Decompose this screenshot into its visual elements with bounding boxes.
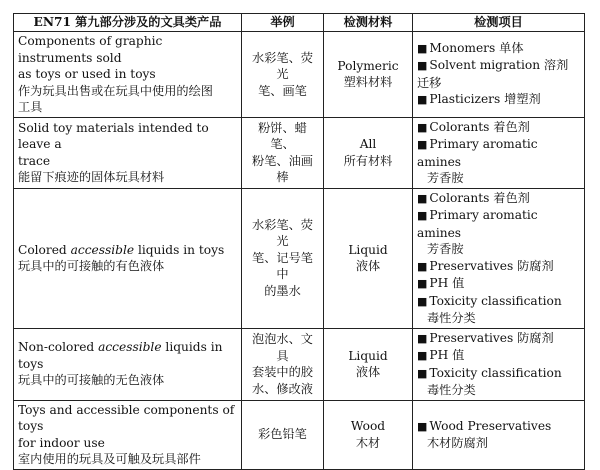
test-items-cell: [413, 32, 585, 118]
test-item-zh: 着色剂: [489, 190, 530, 205]
test-item-zh: 值: [448, 276, 465, 290]
bullet-square-icon: ■: [417, 294, 428, 308]
table-row: [14, 188, 585, 328]
test-item: [417, 40, 580, 58]
example-line: 水彩笔、荧光: [252, 50, 313, 81]
example-line: 套装中的胶: [252, 365, 313, 379]
example-cell: [242, 400, 324, 469]
product-line: Components of graphic instruments sold: [18, 34, 163, 65]
example-cell: [242, 188, 324, 328]
bullet-square-icon: ■: [417, 191, 428, 205]
test-item-zh: 木材防腐剂: [427, 436, 488, 450]
test-item-zh: 溶剂迁移: [417, 58, 569, 90]
test-item: [417, 136, 580, 170]
product-line: 工具: [18, 100, 43, 114]
bullet-square-icon: ■: [417, 366, 428, 380]
example-line: 笔、画笔: [258, 83, 307, 98]
test-item-zh: 芳香胺: [427, 242, 464, 256]
header-row: [14, 14, 585, 32]
product-line: for indoor use: [18, 435, 105, 450]
product-text: liquids in toys: [134, 242, 225, 257]
example-line: 水、修改液: [252, 381, 313, 396]
bullet-square-icon: ■: [417, 41, 428, 55]
product-cell: [14, 117, 242, 188]
example-line: 的墨水: [264, 283, 301, 298]
product-line: trace: [18, 153, 51, 168]
product-line: Solid toy materials intended to leave a: [18, 120, 209, 151]
test-item-zh: 单体: [495, 40, 524, 55]
product-cell: [14, 32, 242, 118]
example-cell: [242, 32, 324, 118]
example-line: 泡泡水、文具: [252, 332, 313, 363]
material-cell: [324, 328, 413, 400]
product-line: [18, 242, 237, 259]
product-text: Non-colored: [18, 340, 99, 355]
example-line: 粉笔、油画棒: [252, 153, 313, 184]
product-line: as toys or used in toys: [18, 67, 156, 81]
table-row: [14, 328, 585, 400]
bullet-square-icon: ■: [417, 259, 428, 273]
product-line: 室内使用的玩具及可触及玩具部件: [18, 452, 201, 466]
material-en: All: [359, 137, 377, 151]
product-text: Colored: [18, 242, 71, 257]
stationery-test-table: [13, 13, 585, 470]
example-cell: [242, 328, 324, 400]
table-row: [14, 117, 585, 188]
test-item: [417, 330, 580, 348]
table-row: [14, 32, 585, 118]
material-cell: [324, 400, 413, 469]
test-item: [417, 190, 580, 208]
test-item-en: PH: [429, 276, 449, 290]
product-cell: [14, 328, 242, 400]
bullet-square-icon: ■: [417, 277, 428, 290]
test-item: [417, 347, 580, 365]
test-item-en: PH: [429, 348, 449, 362]
material-zh: 木材: [355, 435, 381, 450]
test-item-en: Solvent migration: [429, 58, 541, 73]
product-text-italic: accessible: [98, 340, 162, 355]
material-zh: 所有材料: [343, 153, 393, 168]
example-line: 笔、记号笔中: [252, 250, 313, 282]
test-item-en: Monomers: [429, 40, 496, 55]
bullet-square-icon: ■: [417, 331, 428, 345]
bullet-square-icon: ■: [417, 93, 428, 107]
test-item: [417, 57, 580, 91]
test-item-en: Plasticizers: [429, 92, 501, 107]
material-zh: 液体: [355, 365, 381, 379]
test-item: [417, 418, 580, 436]
test-item: [417, 293, 580, 311]
product-line: 玩具中的可接触的有色液体: [18, 259, 165, 273]
test-item-en: Colorants: [429, 190, 490, 205]
test-item: [417, 258, 580, 276]
product-line: [18, 339, 237, 372]
example-line: 粉饼、蜡笔、: [258, 120, 307, 151]
test-items-cell: [413, 188, 585, 328]
test-item-zh: 防腐剂: [513, 258, 554, 273]
example-line: 彩色铅笔: [258, 427, 307, 442]
test-item: [417, 207, 580, 241]
test-item: [417, 275, 580, 293]
test-item-en: Wood Preservatives: [429, 418, 552, 433]
header-material: 检测材料: [324, 14, 413, 32]
material-zh: 塑料材料: [343, 75, 393, 90]
test-item-zh: 值: [448, 348, 465, 362]
test-item-en: Toxicity classification: [429, 293, 562, 308]
table-row: [14, 400, 585, 469]
bullet-square-icon: ■: [417, 209, 428, 222]
test-items-cell: [413, 117, 585, 188]
test-item-en: Primary aromatic amines: [417, 137, 538, 169]
product-line: Toys and accessible components of toys: [18, 402, 235, 433]
product-text: liquids in toys: [18, 340, 223, 371]
material-en: Liquid: [348, 242, 388, 257]
material-en: Wood: [350, 419, 386, 433]
material-en: Liquid: [348, 348, 388, 363]
example-cell: [242, 117, 324, 188]
bullet-square-icon: ■: [417, 419, 428, 433]
product-line: 作为玩具出售或在玩具中使用的绘图: [18, 83, 213, 98]
test-item: [417, 365, 580, 383]
test-item-zh: 着色剂: [489, 119, 530, 134]
product-text-italic: accessible: [70, 242, 135, 257]
product-line: 玩具中的可接触的无色液体: [18, 373, 165, 388]
material-en: Polymeric: [337, 58, 399, 73]
test-item: [417, 91, 580, 109]
bullet-square-icon: ■: [417, 59, 428, 73]
header-example: 举例: [242, 14, 324, 32]
test-item-zh: 增塑剂: [500, 92, 541, 107]
bullet-square-icon: ■: [417, 138, 428, 151]
bullet-square-icon: ■: [417, 120, 428, 134]
test-item-zh: 防腐剂: [513, 330, 554, 345]
material-zh: 液体: [355, 259, 381, 273]
test-items-cell: [413, 328, 585, 400]
header-test-items: 检测项目: [413, 14, 585, 32]
product-cell: [14, 400, 242, 469]
test-item-zh: 毒性分类: [427, 383, 476, 397]
product-cell: [14, 188, 242, 328]
test-item-zh: 毒性分类: [427, 311, 476, 325]
header-product: EN71 第九部分涉及的文具类产品: [14, 14, 242, 32]
test-item: [417, 119, 580, 137]
test-item-en: Primary aromatic amines: [417, 208, 538, 240]
test-items-cell: [413, 400, 585, 469]
material-cell: [324, 117, 413, 188]
test-item-zh: 芳香胺: [427, 171, 464, 185]
material-cell: [324, 32, 413, 118]
test-item-en: Preservatives: [429, 330, 514, 345]
material-cell: [324, 188, 413, 328]
bullet-square-icon: ■: [417, 349, 428, 362]
test-item-en: Preservatives: [429, 258, 514, 273]
test-item-en: Toxicity classification: [429, 365, 562, 380]
test-item-en: Colorants: [429, 119, 490, 134]
example-line: 水彩笔、荧光: [252, 217, 313, 249]
product-line: 能留下痕迹的固体玩具材料: [18, 170, 165, 184]
